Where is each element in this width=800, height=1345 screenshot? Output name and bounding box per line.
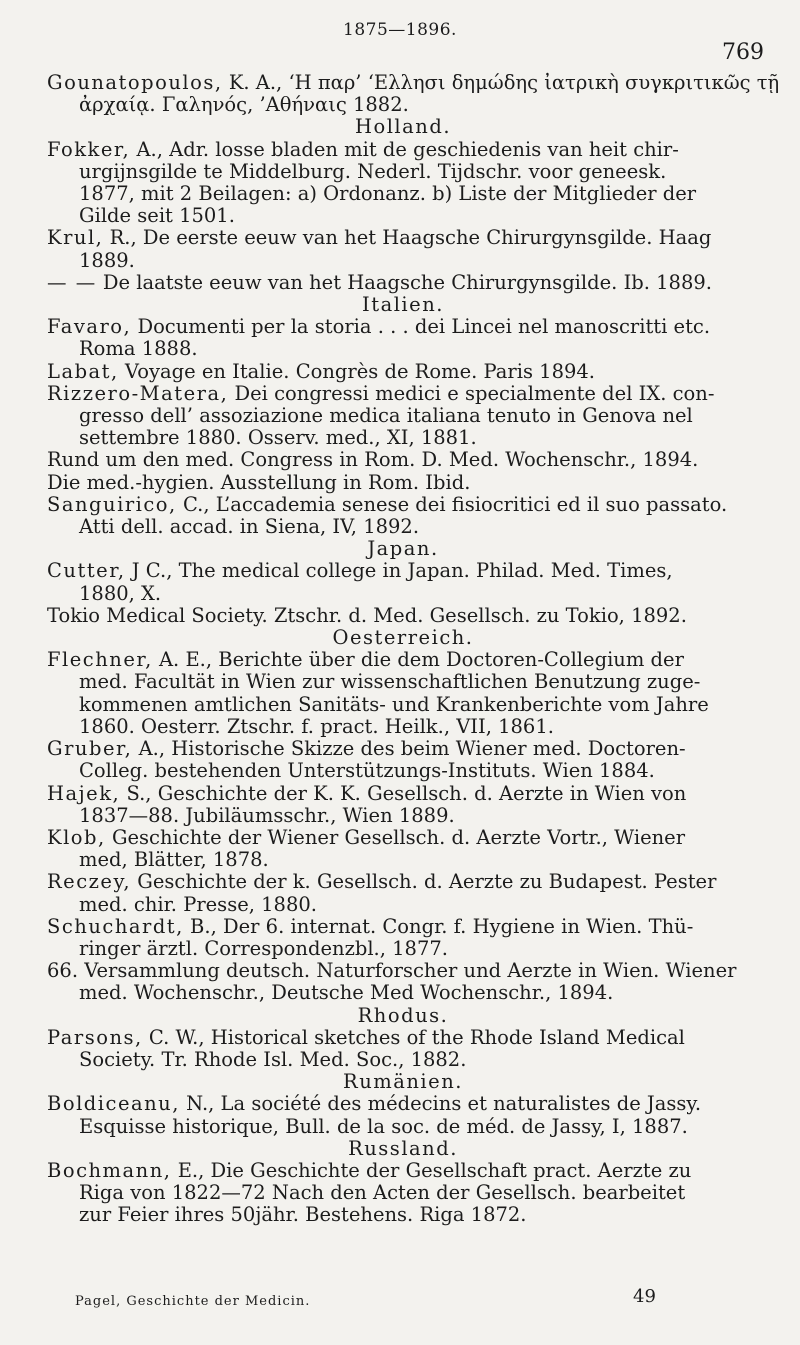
entry-line [47,805,759,827]
entry-text: ringer ärztl. Correspondenzbl., 1877. [79,936,448,960]
section-heading: Rumänien. [343,1070,463,1094]
bibliography-entry [47,1093,759,1137]
entry-text: Geschichte der k. Gesellsch. d. Aerzte zu Budapest. Pester [137,870,717,894]
section-heading: Japan. [367,537,439,561]
entry-line [47,516,759,538]
bibliography-entry [47,227,759,271]
entry-text: 1880, X. [79,581,162,605]
entry-text: zur Feier ihres 50jähr. Bestehens. Riga 1872. [79,1203,527,1227]
entry-text: A., Adr. losse bladen mit de geschiedenis van heit chir- [136,137,679,161]
entry-author: Fokker, [47,137,131,161]
entry-line [47,716,759,738]
country-section [47,1138,759,1227]
bibliography-entry [47,494,759,538]
bibliography-entry [47,316,759,360]
entry-line [47,494,759,516]
entry-line [47,94,759,116]
entry-line [47,383,759,405]
country-section [47,116,759,294]
entry-line [47,671,759,693]
entry-text: C., L’accademia senese dei fisiocritici ed il suo passato. [182,492,728,516]
country-section [47,538,759,627]
entry-line [47,161,759,183]
bibliography-entry [47,1160,759,1227]
entry-text: 1877, mit 2 Beilagen: a) Ordonanz. b) Liste der Mitglieder der [79,182,697,206]
section-heading: Italien. [362,293,444,317]
entry-line [47,738,759,760]
bibliography-entry [47,916,759,960]
entry-text: C. W., Historical sketches of the Rhode Island Medical [148,1025,685,1049]
entry-author: Rizzero-Matera, [47,381,229,405]
entry-line [47,71,780,94]
bibliography-entry [47,605,759,627]
entry-line [47,183,759,205]
entry-text: B., Der 6. internat. Congr. f. Hygiene in Wien. Thü- [190,914,694,938]
entry-line [47,894,759,916]
bibliography-entry [47,383,759,450]
entry-text: urgijnsgilde te Middelburg. Nederl. Tijdschr. voor geneesk. [79,159,667,183]
entry-text: Roma 1888. [79,337,198,361]
entry-line [47,227,759,249]
entry-text: A. E., Berichte über die dem Doctoren-Collegium der [158,648,684,672]
entry-author: Cutter, [47,559,126,583]
entry-text: Gilde seit 1501. [79,204,235,228]
entry-line [47,205,759,227]
entry-line [47,605,759,627]
entry-line [47,1182,759,1204]
entry-text: ἀρχαίᾳ. Γαληνός, ’Αθήναις 1882. [79,93,409,117]
section-heading: Russland. [348,1136,458,1160]
entry-author: Hajek, [47,781,121,805]
entry-author: Boldiceanu, [47,1092,180,1116]
country-section [47,71,780,117]
entry-line [47,1093,759,1115]
entry-author: Schuchardt, [47,914,184,938]
bibliography-entry [47,827,759,871]
bibliography-entry [47,449,759,471]
signature-mark: 49 [633,1286,656,1307]
entry-text: J C., The medical college in Japan. Philad. Med. Times, [131,559,673,583]
entry-line [47,1116,759,1138]
entry-line [47,871,759,893]
bibliography-entry [47,738,759,782]
entry-line [47,272,759,294]
entry-author: Flechner, [47,648,153,672]
entry-author: Reczey, [47,870,132,894]
bibliography-entry [47,649,759,738]
entry-text: 1860. Oesterr. Ztschr. f. pract. Heilk., VII, 1861. [79,714,554,738]
entry-text: R., De eerste eeuw van het Haagsche Chirurgynsgilde. Haag [109,226,712,250]
entry-author: — — [47,270,97,294]
entry-text: 1889. [79,248,135,272]
footer-book-title: Pagel, Geschichte der Medicin. [75,1294,311,1309]
entry-line [47,960,759,982]
entry-author: Krul, [47,226,104,250]
entry-text: kommenen amtlichen Sanitäts- und Krankenberichte vom Jahre [79,692,709,716]
entry-author: Labat, [47,359,119,383]
entry-text: N., La société des médecins et naturalistes de Jassy. [186,1092,702,1116]
entry-author: Favaro, [47,315,132,339]
entry-line [47,938,759,960]
entry-text: 1837—88. Jubiläumsschr., Wien 1889. [79,803,455,827]
entry-text: Die med.-hygien. Ausstellung in Rom. Ibid. [47,470,471,494]
entry-text: De laatste eeuw van het Haagsche Chirurgynsgilde. Ib. 1889. [102,270,712,294]
country-section [47,1005,759,1072]
bibliography-entry [47,361,759,383]
entry-author: Parsons, [47,1025,143,1049]
entry-text: S., Geschichte der K. K. Gesellsch. d. Aerzte in Wien von [126,781,687,805]
entry-text: E., Die Geschichte der Gesellschaft pract. Aerzte zu [177,1158,692,1182]
entry-line [47,472,759,494]
entry-text: med. Wochenschr., Deutsche Med Wochenschr., 1894. [79,981,614,1005]
entry-text: K. A., ‘Η παρ’ ‘Ελλησι δημώδης ἰατρικὴ συγκριτικῶς τῇ [228,71,780,94]
country-section [47,294,759,538]
entry-line [47,139,759,161]
entry-line [47,916,759,938]
entry-line [47,982,759,1004]
entry-text: Tokio Medical Society. Ztschr. d. Med. Gesellsch. zu Tokio, 1892. [47,603,687,627]
entry-text: gresso dell’ assoziazione medica italiana tenuto in Genova nel [79,404,693,428]
entry-line [47,316,759,338]
entry-line [47,405,759,427]
entry-text: Rund um den med. Congress in Rom. D. Med. Wochenschr., 1894. [47,448,699,472]
entry-line [47,1027,759,1049]
entry-line [47,338,759,360]
entry-author: Bochmann, [47,1158,172,1182]
running-header-years: 1875—1896. [343,20,457,40]
entry-text: Geschichte der Wiener Gesellsch. d. Aerzte Vortr., Wiener [111,825,686,849]
bibliography-entry [47,783,759,827]
bibliography-entry [47,560,759,604]
page-number: 769 [722,40,764,65]
entry-line [47,1049,759,1071]
entry-author: Sanguirico, [47,492,177,516]
entry-text: med. Facultät in Wien zur wissenschaftlichen Benutzung zuge- [79,670,701,694]
entry-line [47,694,759,716]
entry-text: Voyage en Italie. Congrès de Rome. Paris 1894. [124,359,595,383]
section-heading: Holland. [354,115,452,139]
entry-line [47,760,759,782]
entry-text: A., Historische Skizze des beim Wiener med. Doctoren- [138,737,686,761]
entry-author: Gruber, [47,737,133,761]
entry-line [47,649,759,671]
entry-text: Riga von 1822—72 Nach den Acten der Gesellsch. bearbeitet [79,1181,686,1205]
bibliography-body [47,71,780,1227]
section-heading: Rhodus. [357,1003,449,1027]
bibliography-entry [47,960,759,1004]
entry-line [47,849,759,871]
bibliography-entry [47,139,759,228]
entry-author: Klob, [47,825,106,849]
bibliography-entry [47,71,780,117]
entry-line [47,427,759,449]
entry-text: Colleg. bestehenden Unterstützungs-Instituts. Wien 1884. [79,759,655,783]
entry-text: Esquisse historique, Bull. de la soc. de méd. de Jassy, I, 1887. [79,1114,688,1138]
entry-text: 66. Versammlung deutsch. Naturforscher und Aerzte in Wien. Wiener [47,959,737,983]
entry-line [47,560,759,582]
entry-text: Dei congressi medici e specialmente del IX. con- [234,381,715,405]
entry-line [47,449,759,471]
bibliography-entry [47,272,759,294]
entry-author: Gounatopoulos, [47,71,223,94]
country-section [47,1071,759,1138]
entry-line [47,250,759,272]
entry-line [47,1204,759,1226]
entry-line [47,583,759,605]
country-section [47,627,759,1004]
entry-text: Documenti per la storia . . . dei Lincei nel manoscritti etc. [137,315,711,339]
entry-line [47,361,759,383]
section-heading: Oesterreich. [332,626,474,650]
entry-line [47,1160,759,1182]
entry-text: Society. Tr. Rhode Isl. Med. Soc., 1882. [79,1047,467,1071]
bibliography-entry [47,472,759,494]
entry-text: settembre 1880. Osserv. med., XI, 1881. [79,426,477,450]
entry-text: Atti dell. accad. in Siena, IV, 1892. [79,515,420,539]
bibliography-entry [47,1027,759,1071]
bibliography-entry [47,871,759,915]
entry-line [47,827,759,849]
entry-text: med, Blätter, 1878. [79,848,269,872]
entry-line [47,783,759,805]
entry-text: med. chir. Presse, 1880. [79,892,317,916]
